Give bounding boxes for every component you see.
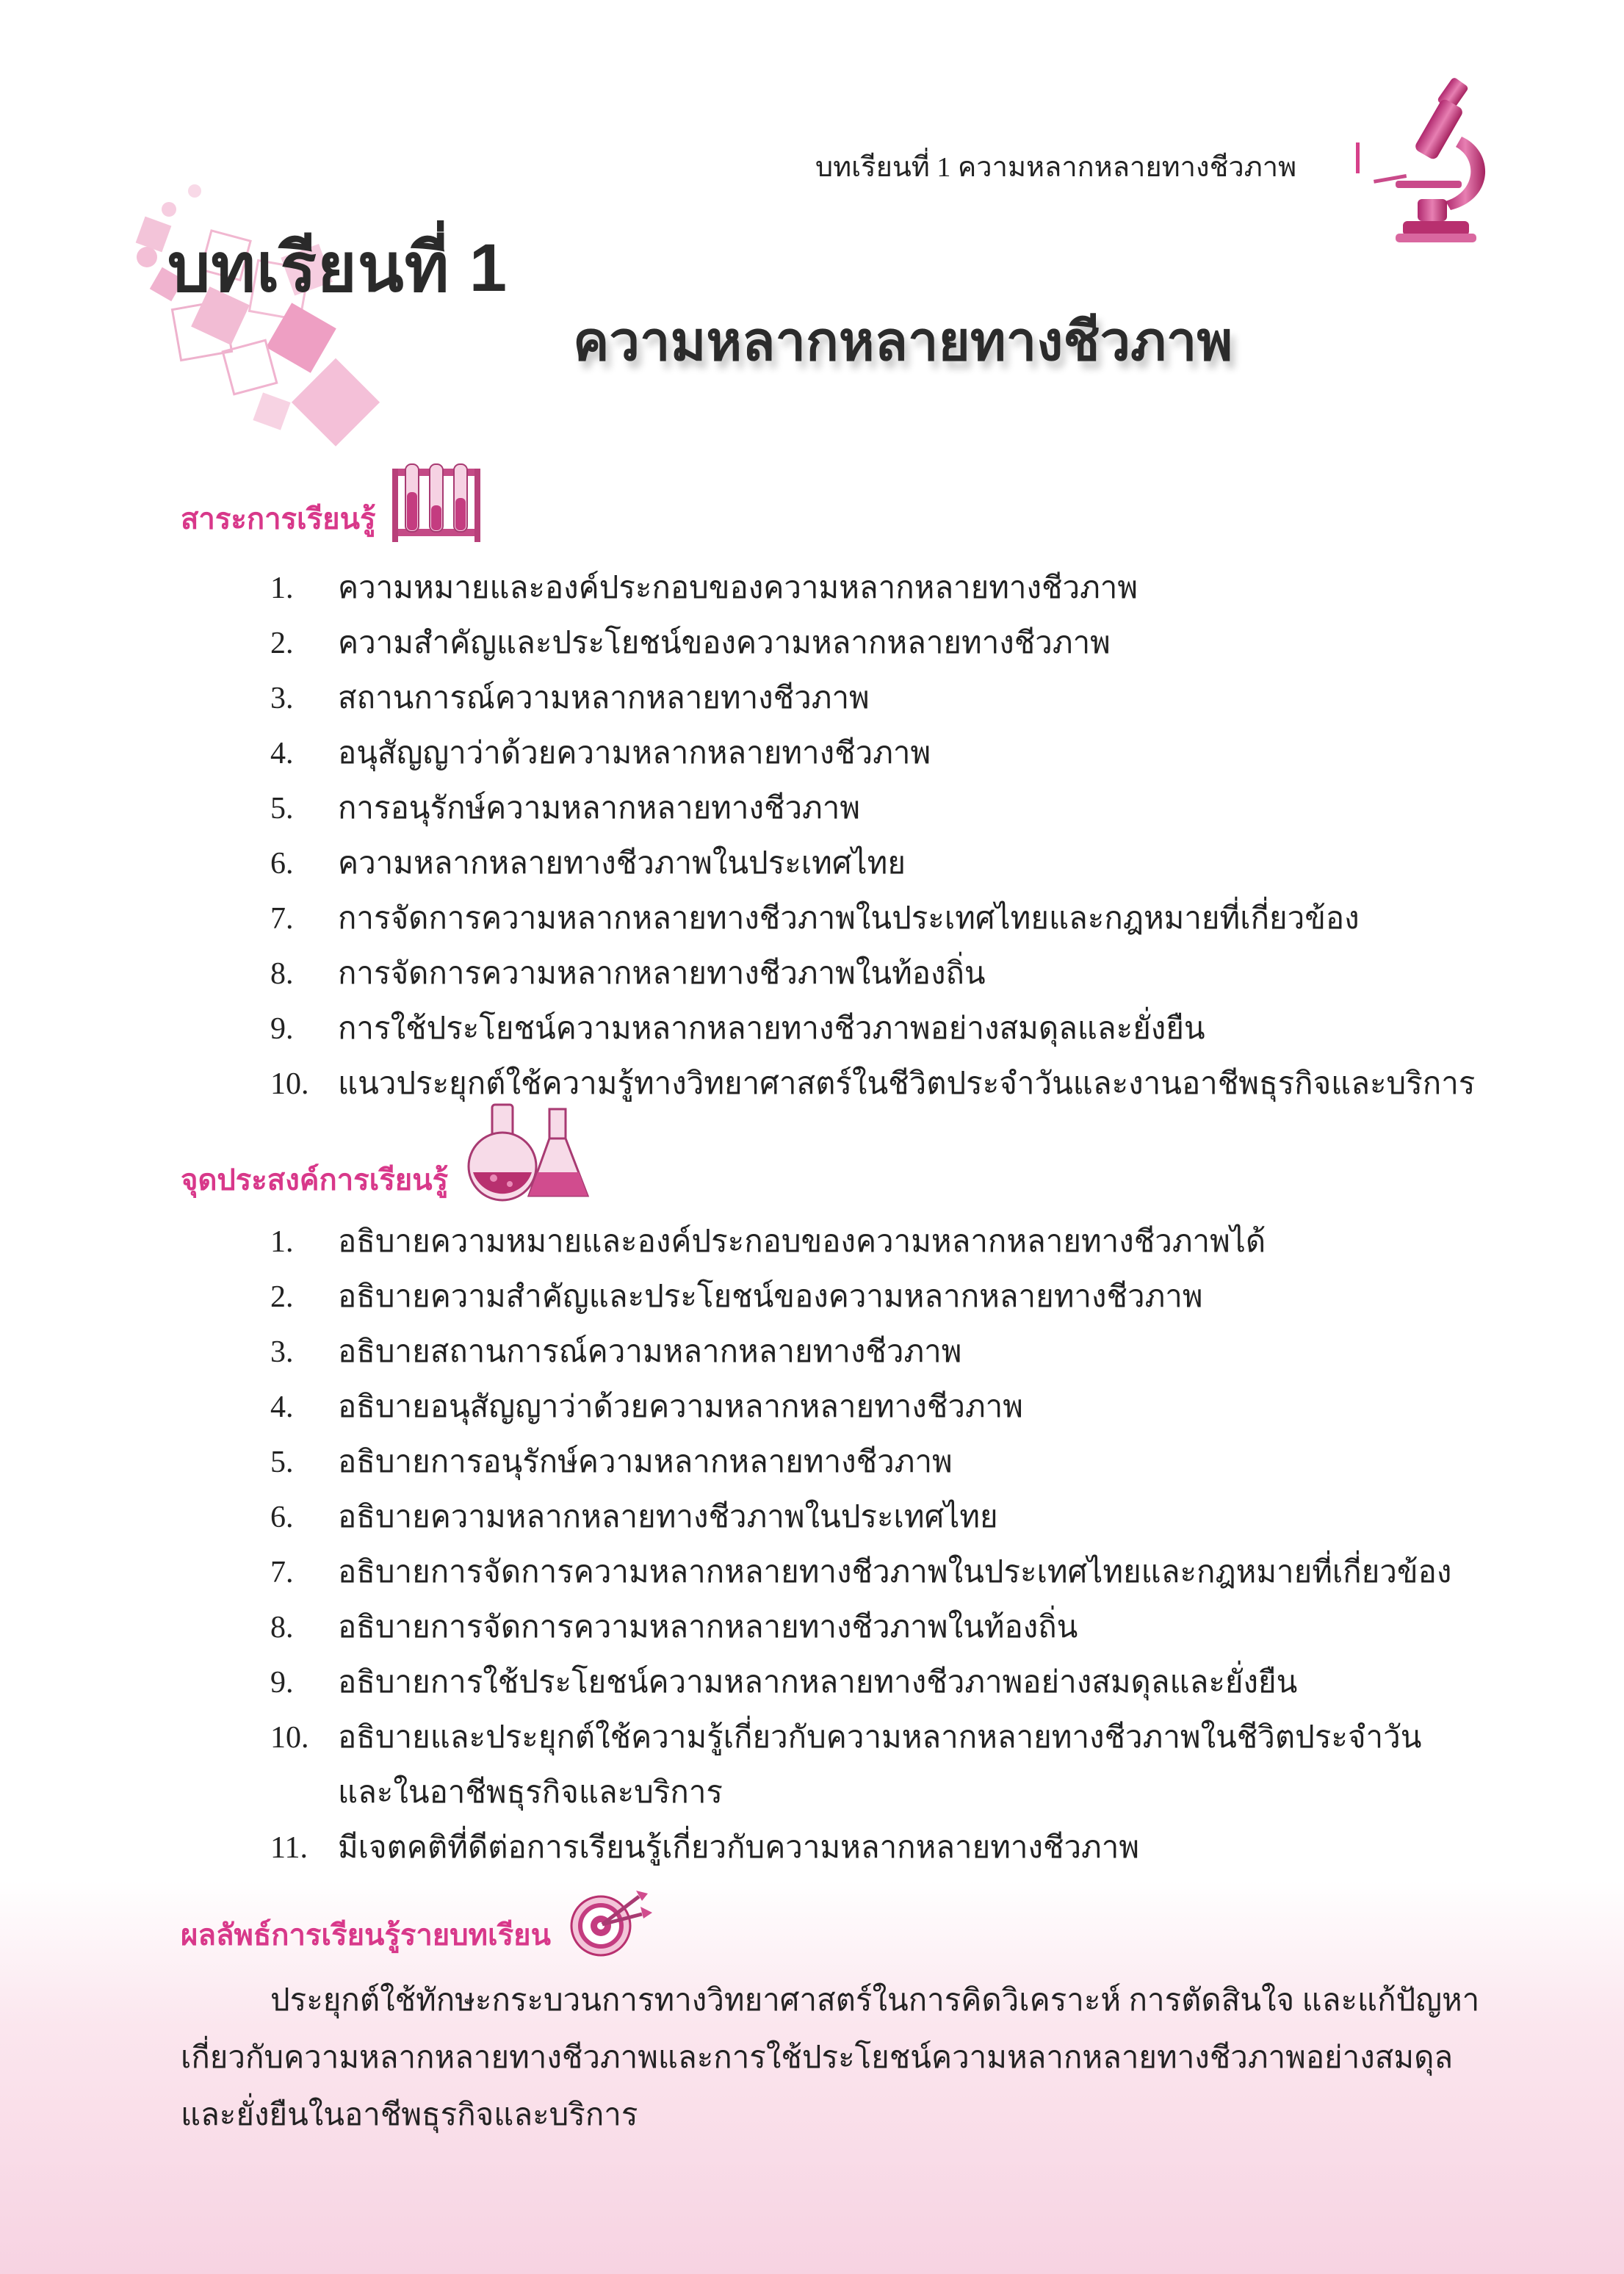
outcomes-paragraph-line-2: เกี่ยวกับความหลากหลายทางชีวภาพและการใช้ประโยชน์ความหลากหลายทางชีวภาพอย่างสมดุล xyxy=(181,2041,1454,2075)
list-item: 7. การจัดการความหลากหลายทางชีวภาพในประเทศไทยและกฎหมายที่เกี่ยวข้อง xyxy=(270,902,1360,936)
list-item: 4. อนุสัญญาว่าด้วยความหลากหลายทางชีวภาพ xyxy=(270,737,931,770)
microscope-icon xyxy=(1374,71,1498,247)
section-heading-outcomes: ผลลัพธ์การเรียนรู้รายบทเรียน xyxy=(181,1919,551,1952)
running-header: บทเรียนที่ 1 ความหลากหลายทางชีวภาพ xyxy=(815,152,1297,183)
list-item: 5. การอนุรักษ์ความหลากหลายทางชีวภาพ xyxy=(270,792,861,826)
list-item: 7. อธิบายการจัดการความหลากหลายทางชีวภาพในประเทศไทยและกฎหมายที่เกี่ยวข้อง xyxy=(270,1556,1452,1589)
list-item: 4. อธิบายอนุสัญญาว่าด้วยความหลากหลายทางชีวภาพ xyxy=(270,1390,1023,1424)
list-item: 3. สถานการณ์ความหลากหลายทางชีวภาพ xyxy=(270,682,870,715)
list-item: 11. มีเจตคติที่ดีต่อการเรียนรู้เกี่ยวกับความหลากหลายทางชีวภาพ xyxy=(270,1831,1140,1865)
list-item: 6. อธิบายความหลากหลายทางชีวภาพในประเทศไทย xyxy=(270,1501,998,1534)
list-item: 8. อธิบายการจัดการความหลากหลายทางชีวภาพในท้องถิ่น xyxy=(270,1611,1078,1645)
content-list xyxy=(270,561,1519,1112)
list-item: 3. อธิบายสถานการณ์ความหลากหลายทางชีวภาพ xyxy=(270,1335,962,1369)
list-item-continuation: และในอาชีพธุรกิจและบริการ xyxy=(338,1776,723,1810)
list-item: 10. แนวประยุกต์ใช้ความรู้ทางวิทยาศาสตร์ในชีวิตประจำวันและงานอาชีพธุรกิจและบริการ xyxy=(270,1067,1476,1101)
outcomes-paragraph-line-1: ประยุกต์ใช้ทักษะกระบวนการทางวิทยาศาสตร์ในการคิดวิเคราะห์ การตัดสินใจ และแก้ปัญหา xyxy=(270,1984,1480,2018)
outcomes-paragraph-line-3: และยั่งยืนในอาชีพธุรกิจและบริการ xyxy=(181,2098,638,2132)
section-heading-content: สาระการเรียนรู้ xyxy=(181,503,376,535)
list-item: 8. การจัดการความหลากหลายทางชีวภาพในท้องถิ่น xyxy=(270,957,986,991)
objectives-list xyxy=(270,1215,1592,1876)
list-item: 10. อธิบายและประยุกต์ใช้ความรู้เกี่ยวกับความหลากหลายทางชีวภาพในชีวิตประจำวัน xyxy=(270,1721,1422,1755)
list-item: 1. ความหมายและองค์ประกอบของความหลากหลายทางชีวภาพ xyxy=(270,571,1138,605)
header-divider xyxy=(1356,142,1360,173)
list-item: 6. ความหลากหลายทางชีวภาพในประเทศไทย xyxy=(270,847,906,881)
list-item: 1. อธิบายความหมายและองค์ประกอบของความหลากหลายทางชีวภาพได้ xyxy=(270,1225,1266,1259)
flasks-icon xyxy=(464,1102,596,1205)
list-item: 2. ความสำคัญและประโยชน์ของความหลากหลายทางชีวภาพ xyxy=(270,627,1111,660)
list-item: 2. อธิบายความสำคัญและประโยชน์ของความหลากหลายทางชีวภาพ xyxy=(270,1280,1203,1314)
chapter-title: ความหลากหลายทางชีวภาพ xyxy=(573,311,1233,372)
list-item: 5. อธิบายการอนุรักษ์ความหลากหลายทางชีวภาพ xyxy=(270,1445,953,1479)
test-tubes-icon xyxy=(389,463,483,544)
target-icon xyxy=(566,1885,654,1958)
chapter-number: บทเรียนที่ 1 xyxy=(167,231,508,306)
section-heading-objectives: จุดประสงค์การเรียนรู้ xyxy=(181,1164,449,1196)
list-item: 9. การใช้ประโยชน์ความหลากหลายทางชีวภาพอย่างสมดุลและยั่งยืน xyxy=(270,1012,1205,1046)
list-item: 9. อธิบายการใช้ประโยชน์ความหลากหลายทางชีวภาพอย่างสมดุลและยั่งยืน xyxy=(270,1666,1298,1700)
